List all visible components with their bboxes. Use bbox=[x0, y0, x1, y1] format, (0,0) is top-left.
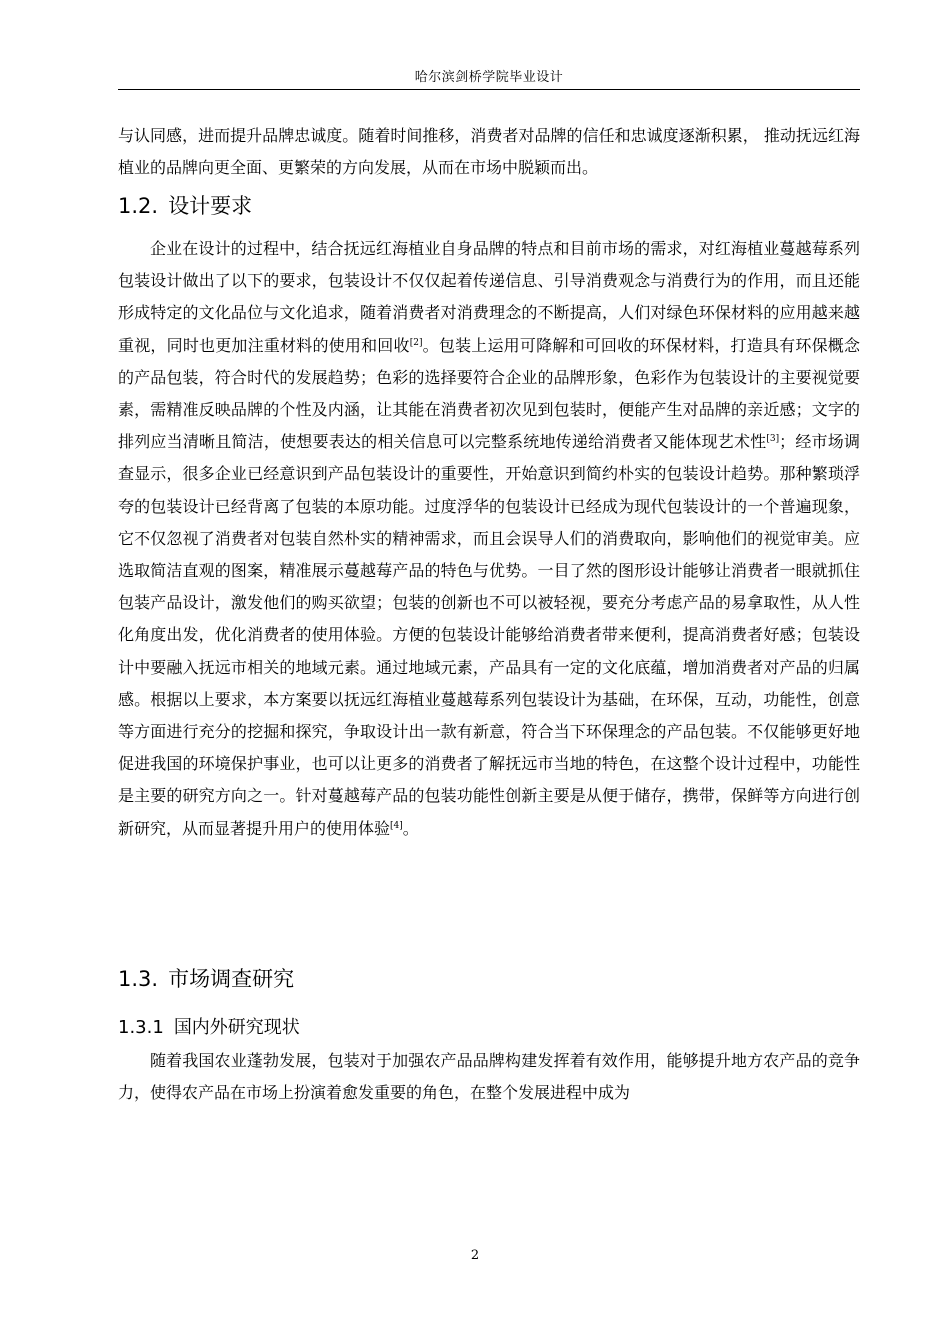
paragraph-text: ；经市场调查显示，很多企业已经意识到产品包装设计的重要性，开始意识到简约朴实的包装设计趋势。那种繁琐浮夸的包装设计已经背离了包装的本原功能。过度浮华的包装设计已经成为现代包装设计的一个普遍现象，它不仅忽视了消费者对包装自然朴实的精神需求，而且会误导人们的消费取向，影响他们的视觉审美。应选取简洁直观的图案，精准展示蔓越莓产品的特色与优势。一目了然的图形设计能够让消费者一眼就抓住包装产品设计，激发他们的购买欲望；包装的创新也不可以被轻视，要充分考虑产品的易拿取性，从人性化角度出发，优化消费者的使用体验。方便的包装设计能够给消费者带来便利，提高消费者好感；包装设计中要融入抚远市相关的地域元素。通过地域元素，产品具有一定的文化底蕴，增加消费者对产品的归属感。根据以上要求，本方案要以抚远红海植业蔓越莓系列包装设计为基础，在环保，互动，功能性，创意等方面进行充分的挖掘和探究，争取设计出一款有新意，符合当下环保理念的产品包装。不仅能够更好地促进我国的环境保护事业，也可以让更多的消费者了解抚远市当地的特色，在这整个设计过程中，功能性是主要的研究方向之一。针对蔓越莓产品的包装功能性创新主要是从便于储存，携带，保鲜等方向进行创新研究，从而显著提升用户的使用体验 bbox=[118, 432, 860, 838]
paragraph-design-requirements bbox=[118, 233, 860, 845]
subsection-number: 1.3.1 bbox=[118, 1017, 164, 1038]
page-number: 2 bbox=[470, 1248, 480, 1263]
section-number: 1.3. bbox=[118, 967, 159, 991]
section-number: 1.2. bbox=[118, 194, 159, 218]
citation-ref: [3] bbox=[766, 434, 780, 445]
section-heading-1-3 bbox=[118, 963, 294, 993]
header-rule bbox=[118, 89, 860, 90]
subsection-title: 国内外研究现状 bbox=[173, 1017, 300, 1038]
section-title: 市场调查研究 bbox=[168, 967, 295, 991]
paragraph-text: 。包装上运用可降解和可回收的环保材料，打造具有环保概念的产品包装，符合时代的发展趋势；色彩的选择要符合企业的品牌形象，色彩作为包装设计的主要视觉要素，需精准反映品牌的个性及内涵，让其能在消费者初次见到包装时，便能产生对品牌的亲近感；文字的排列应当清晰且简洁，使想要表达的相关信息可以完整系统地传递给消费者又能体现艺术性 bbox=[118, 335, 860, 452]
section-title: 设计要求 bbox=[168, 194, 253, 218]
page-header: 哈尔滨剑桥学院毕业设计 bbox=[414, 70, 564, 85]
paragraph-text: 。 bbox=[402, 818, 419, 838]
section-heading-1-2 bbox=[118, 190, 252, 220]
paragraph-research-status: 随着我国农业蓬勃发展，包装对于加强农产品品牌构建发挥着有效作用，能够提升地方农产品的竞争力，使得农产品在市场上扮演着愈发重要的角色，在整个发展进程中成为 bbox=[118, 1051, 860, 1103]
paragraph-text: 企业在设计的过程中，结合抚远红海植业自身品牌的特点和目前市场的需求，对红海植业蔓越莓系列包装设计做出了以下的要求，包装设计不仅仅起着传递信息、引导消费观念与消费行为的作用，而且还能形成特定的文化品位与文化追求，随着消费者对消费理念的不断提高，人们对绿色环保材料的应用越来越重视，同时也更加注重材料的使用和回收 bbox=[118, 239, 860, 355]
paragraph-continuation: 与认同感，进而提升品牌忠诚度。随着时间推移，消费者对品牌的信任和忠诚度逐渐积累， 推动抚远红海植业的品牌向更全面、更繁荣的方向发展，从而在市场中脱颖而出。 bbox=[118, 126, 860, 178]
citation-ref: [4] bbox=[390, 820, 403, 831]
subsection-heading-1-3-1 bbox=[118, 1013, 300, 1039]
citation-ref: [2] bbox=[409, 337, 423, 348]
